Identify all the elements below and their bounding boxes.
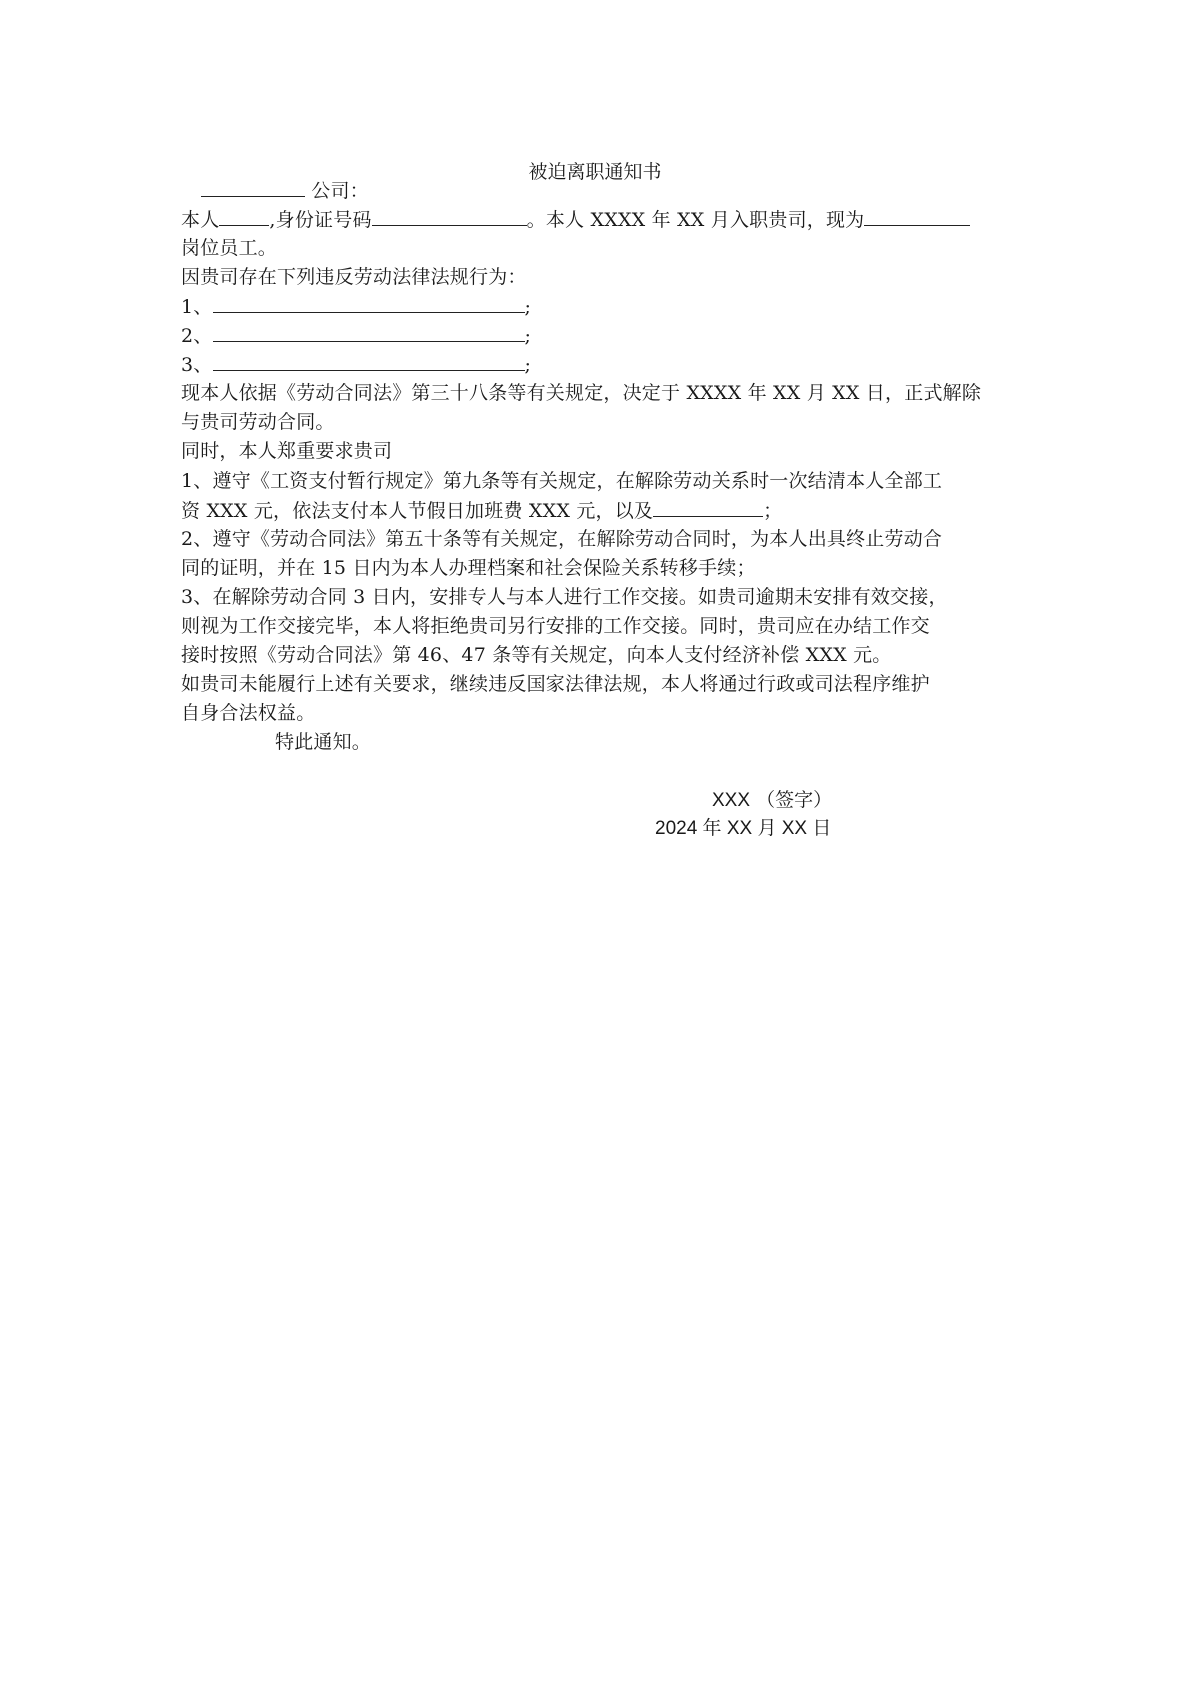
intro-line-1: 本人 ,身份证号码 。本人 XXXX 年 XX 月入职贵司，现为 [181,207,1021,232]
signature-line [712,788,832,813]
warning-line-1: 如贵司未能履行上述有关要求，继续违反国家法律法规，本人将通过行政或司法程序维护 [181,673,930,695]
termination-line-2: 与贵司劳动合同。 [181,411,335,433]
name-blank[interactable] [219,207,269,226]
request-1-line-1: 1、遵守《工资支付暂行规定》第九条等有关规定，在解除劳动关系时一次结清本人全部工 [181,470,943,492]
request-3-line-3: 接时按照《劳动合同法》第 46、47 条等有关规定，向本人支付经济补偿 XXX 元。 [181,644,892,666]
company-name-blank[interactable] [201,178,305,197]
closing-notice: 特此通知。 [275,731,372,753]
violation-item-1: 1、 ; [181,296,532,318]
salutation: 公司： [201,178,1041,203]
warning-line-2: 自身合法权益。 [181,702,316,724]
id-number-blank[interactable] [372,207,527,226]
violation-item-2: 2、 ; [181,325,532,347]
request-2-line-1: 2、遵守《劳动合同法》第五十条等有关规定，在解除劳动合同时，为本人出具终止劳动合 [181,528,943,550]
violation-1-blank[interactable] [213,294,525,313]
request-1-line-2: 资 XXX 元，依法支付本人节假日加班费 XXX 元，以及 ； [181,500,783,522]
violation-3-blank[interactable] [213,352,525,371]
signature-date: 2024 年 XX 月 XX 日 [655,818,832,839]
intro-line-2: 岗位员工。 [181,237,278,259]
termination-line-1: 现本人依据《劳动合同法》第三十八条等有关规定，决定于 XXXX 年 XX 月 XX 日，正式解除 [181,382,982,404]
violation-2-blank[interactable] [213,323,525,342]
signature-name: XXX [712,790,751,811]
position-blank[interactable] [864,207,970,226]
requests-heading: 同时，本人郑重要求贵司 [181,440,393,462]
request-3-line-1: 3、在解除劳动合同 3 日内，安排专人与本人进行工作交接。如贵司逾期未安排有效交接， [181,586,948,608]
violation-item-3: 3、 ; [181,354,532,376]
violations-heading: 因贵司存在下列违反劳动法律法规行为： [181,266,527,288]
other-payment-blank[interactable] [653,498,763,517]
request-3-line-2: 则视为工作交接完毕，本人将拒绝贵司另行安排的工作交接。同时，贵司应在办结工作交 [181,615,930,637]
document-title: 被迫离职通知书 [528,161,662,183]
signature-label: （签字） [756,789,833,811]
request-2-line-2: 同的证明，并在 15 日内为本人办理档案和社会保险关系转移手续； [181,557,756,579]
